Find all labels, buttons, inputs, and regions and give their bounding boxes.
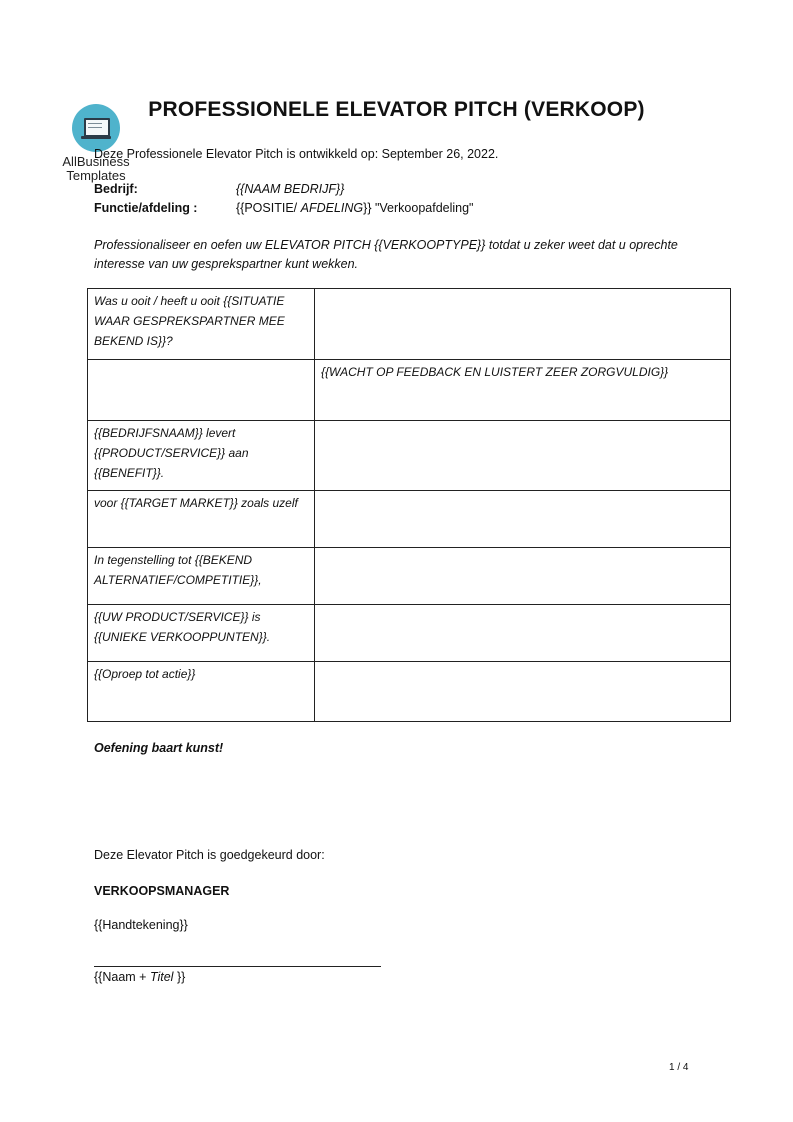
- name-title-placeholder: [94, 970, 185, 984]
- practice-text: Oefening baart kunst!: [94, 741, 224, 755]
- intro-text: Deze Professionele Elevator Pitch is ontwikkeld op: September 26, 2022.: [94, 147, 499, 161]
- manager-title: VERKOOPSMANAGER: [94, 884, 230, 898]
- name-c: }}: [173, 970, 186, 984]
- company-label: Bedrijf:: [94, 182, 138, 196]
- role-value-c: }} "Verkoopafdeling": [363, 201, 474, 215]
- pitch-cell-left[interactable]: {{UW PRODUCT/SERVICE}} is {{UNIEKE VERKOOPPUNTEN}}.: [88, 605, 315, 662]
- pitch-cell-left[interactable]: [88, 360, 315, 421]
- role-value: [236, 201, 474, 215]
- company-value: [236, 182, 344, 196]
- pitch-cell-left[interactable]: {{BEDRIJFSNAAM}} levert {{PRODUCT/SERVICE}} aan {{BENEFIT}}.: [88, 421, 315, 491]
- pitch-cell-left[interactable]: voor {{TARGET MARKET}} zoals uzelf: [88, 491, 315, 548]
- pitch-table: [87, 288, 731, 722]
- pitch-cell-right[interactable]: {{WACHT OP FEEDBACK EN LUISTERT ZEER ZORGVULDIG}}: [315, 360, 731, 421]
- role-label: Functie/afdeling :: [94, 201, 198, 215]
- pitch-cell-right[interactable]: [315, 491, 731, 548]
- signature-placeholder: {{Handtekening}}: [94, 918, 188, 932]
- role-value-b: AFDELING: [300, 201, 364, 215]
- company-value-text: {{NAAM BEDRIJF}}: [236, 182, 345, 196]
- pitch-cell-right[interactable]: [315, 548, 731, 605]
- pitch-cell-right[interactable]: [315, 662, 731, 722]
- table-row: [88, 548, 731, 605]
- name-b: Titel: [149, 970, 174, 984]
- role-value-a: {{POSITIE/: [236, 201, 301, 215]
- signature-line: [94, 966, 381, 967]
- table-row: [88, 662, 731, 722]
- page-number: 1 / 4: [669, 1062, 689, 1073]
- name-a: {{Naam +: [94, 970, 150, 984]
- instruction-text: Professionaliseer en oefen uw ELEVATOR PITCH {{VERKOOPTYPE}} totdat u zeker weet dat u oprechte interesse van uw gesprekspartner kunt wekken.: [94, 238, 678, 271]
- pitch-cell-right[interactable]: [315, 289, 731, 360]
- table-row: [88, 289, 731, 360]
- pitch-cell-left[interactable]: In tegenstelling tot {{BEKEND ALTERNATIEF/COMPETITIE}},: [88, 548, 315, 605]
- approved-text: Deze Elevator Pitch is goedgekeurd door:: [94, 848, 325, 862]
- pitch-cell-left[interactable]: Was u ooit / heeft u ooit {{SITUATIE WAAR GESPREKSPARTNER MEE BEKEND IS}}?: [88, 289, 315, 360]
- table-row: [88, 605, 731, 662]
- table-row: [88, 491, 731, 548]
- pitch-cell-right[interactable]: [315, 605, 731, 662]
- pitch-cell-right[interactable]: [315, 421, 731, 491]
- logo-text: AllBusiness Templates: [62, 154, 130, 183]
- table-row: [88, 360, 731, 421]
- page-title: PROFESSIONELE ELEVATOR PITCH (VERKOOP): [148, 98, 645, 121]
- pitch-cell-left[interactable]: {{Oproep tot actie}}: [88, 662, 315, 722]
- table-row: [88, 421, 731, 491]
